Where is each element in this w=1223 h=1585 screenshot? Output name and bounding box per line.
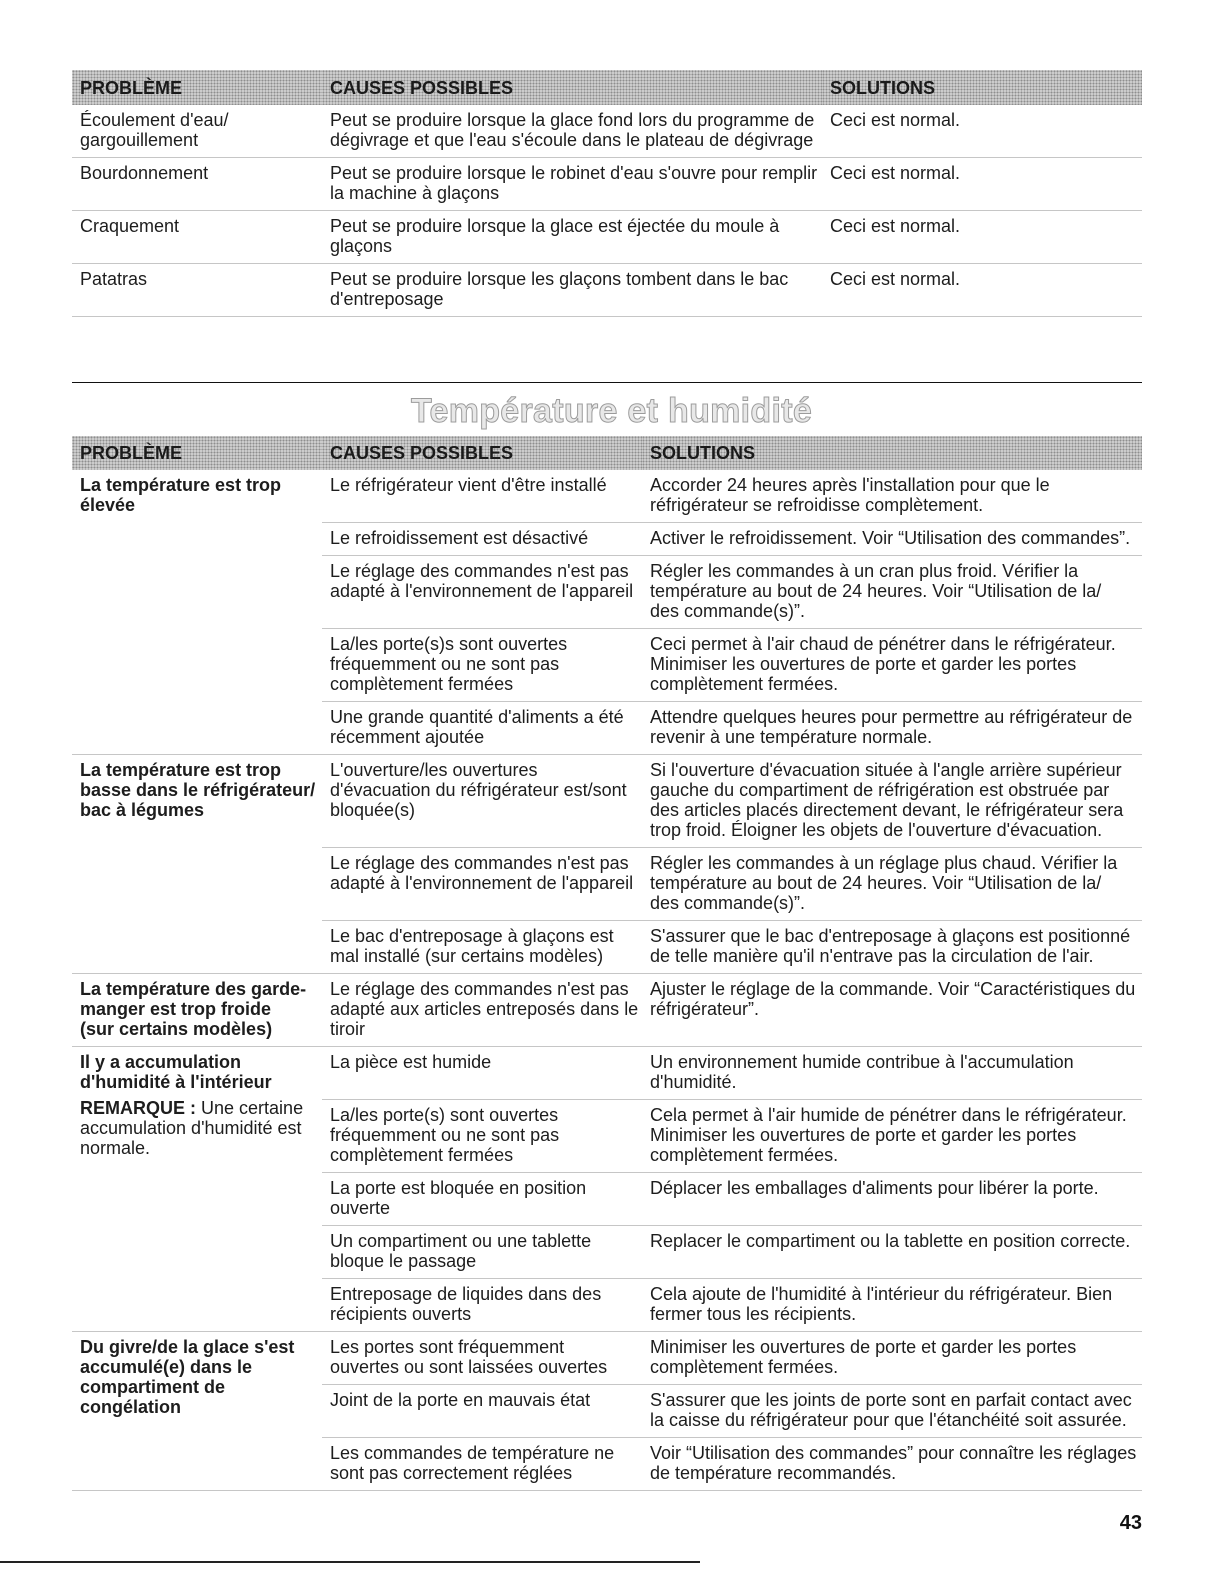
problem-cell — [72, 1047, 322, 1332]
solution-cell: Ceci est normal. — [822, 158, 1142, 211]
noise-troubleshooting-table — [72, 70, 1142, 317]
problem-cell — [72, 1332, 322, 1491]
solution-cell: Replacer le compartiment ou la tablette en position correcte. — [642, 1226, 1142, 1279]
cause-cell: Peut se produire lorsque la glace fond lors du programme de dégivrage et que l'eau s'écoule dans le plateau de dégivrage — [322, 105, 822, 158]
cause-cell: Le réglage des commandes n'est pas adapté aux articles entreposés dans le tiroir — [322, 974, 642, 1047]
note-label: REMARQUE : — [80, 1098, 196, 1118]
header-causes: CAUSES POSSIBLES — [322, 70, 822, 105]
page-number: 43 — [1119, 1512, 1142, 1534]
cause-cell: Le réglage des commandes n'est pas adapté à l'environnement de l'appareil — [322, 556, 642, 629]
temperature-humidity-table — [72, 436, 1142, 1491]
problem-note — [80, 1098, 322, 1158]
table-row — [72, 755, 1142, 848]
table-row — [72, 1047, 1142, 1100]
cause-cell: Le refroidissement est désactivé — [322, 523, 642, 556]
cause-cell: La pièce est humide — [322, 1047, 642, 1100]
cause-cell: Les portes sont fréquemment ouvertes ou sont laissées ouvertes — [322, 1332, 642, 1385]
cause-cell: La/les porte(s) sont ouvertes fréquemment ou ne sont pas complètement fermées — [322, 1100, 642, 1173]
solution-cell: S'assurer que les joints de porte sont en parfait contact avec la caisse du réfrigérateur pour que l'étanchéité soit assurée. — [642, 1385, 1142, 1438]
problem-cell — [72, 470, 322, 755]
solution-cell: Cela permet à l'air humide de pénétrer dans le réfrigérateur. Minimiser les ouvertures de porte et garder les portes complètement fermées. — [642, 1100, 1142, 1173]
cause-cell: Un compartiment ou une tablette bloque le passage — [322, 1226, 642, 1279]
header-solutions: SOLUTIONS — [822, 70, 1142, 105]
header-row — [72, 436, 1142, 470]
solution-cell: Régler les commandes à un réglage plus chaud. Vérifier la température au bout de 24 heures. Voir “Utilisation de la/ des commande(s)”. — [642, 848, 1142, 921]
solution-cell: Ceci permet à l'air chaud de pénétrer dans le réfrigérateur. Minimiser les ouvertures de porte et garder les portes complètement fermées. — [642, 629, 1142, 702]
solution-cell: Attendre quelques heures pour permettre au réfrigérateur de revenir à une température normale. — [642, 702, 1142, 755]
table-row — [72, 470, 1142, 523]
solution-cell: S'assurer que le bac d'entreposage à glaçons est positionné de telle manière qu'il n'entrave pas la circulation de l'air. — [642, 921, 1142, 974]
solution-cell: Ajuster le réglage de la commande. Voir “Caractéristiques du réfrigérateur”. — [642, 974, 1142, 1047]
cause-cell: Le bac d'entreposage à glaçons est mal installé (sur certains modèles) — [322, 921, 642, 974]
note-text: Une certaine accumulation d'humidité est normale. — [80, 1098, 304, 1158]
solution-cell: Minimiser les ouvertures de porte et garder les portes complètement fermées. — [642, 1332, 1142, 1385]
cause-cell: Une grande quantité d'aliments a été récemment ajoutée — [322, 702, 642, 755]
header-row — [72, 70, 1142, 105]
section-title: Température et humidité — [410, 392, 813, 430]
cause-cell: Peut se produire lorsque les glaçons tombent dans le bac d'entreposage — [322, 264, 822, 317]
solution-cell: Cela ajoute de l'humidité à l'intérieur du réfrigérateur. Bien fermer tous les récipients. — [642, 1279, 1142, 1332]
solution-cell: Régler les commandes à un cran plus froid. Vérifier la température au bout de 24 heures. Voir “Utilisation de la/ des commande(s)”. — [642, 556, 1142, 629]
problem-title: La température des garde- manger est trop froide (sur certains modèles) — [80, 979, 307, 1039]
problem-cell — [72, 755, 322, 974]
problem-title: La température est trop élevée — [80, 475, 282, 515]
cause-cell: Peut se produire lorsque le robinet d'eau s'ouvre pour remplir la machine à glaçons — [322, 158, 822, 211]
problem-cell: Bourdonnement — [72, 158, 322, 211]
solution-cell: Accorder 24 heures après l'installation pour que le réfrigérateur se refroidisse complètement. — [642, 470, 1142, 523]
table-row — [72, 211, 1142, 264]
cause-cell: La porte est bloquée en position ouverte — [322, 1173, 642, 1226]
table-header — [72, 70, 1142, 105]
solution-cell: Un environnement humide contribue à l'accumulation d'humidité. — [642, 1047, 1142, 1100]
section-divider — [72, 382, 1142, 383]
header-problem: PROBLÈME — [72, 70, 322, 105]
header-solutions: SOLUTIONS — [642, 436, 1142, 470]
problem-title: La température est trop basse dans le réfrigérateur/ bac à légumes — [80, 760, 316, 820]
header-problem: PROBLÈME — [72, 436, 322, 470]
cause-cell: Joint de la porte en mauvais état — [322, 1385, 642, 1438]
solution-cell: Ceci est normal. — [822, 211, 1142, 264]
header-causes: CAUSES POSSIBLES — [322, 436, 642, 470]
scan-edge-line — [0, 1561, 700, 1563]
solution-cell: Voir “Utilisation des commandes” pour connaître les réglages de température recommandés. — [642, 1438, 1142, 1491]
solution-cell: Déplacer les emballages d'aliments pour libérer la porte. — [642, 1173, 1142, 1226]
solution-cell: Ceci est normal. — [822, 105, 1142, 158]
cause-cell: La/les porte(s)s sont ouvertes fréquemment ou ne sont pas complètement fermées — [322, 629, 642, 702]
solution-cell: Activer le refroidissement. Voir “Utilisation des commandes”. — [642, 523, 1142, 556]
problem-cell: Écoulement d'eau/ gargouillement — [72, 105, 322, 158]
problem-title: Il y a accumulation d'humidité à l'intérieur — [80, 1052, 272, 1092]
cause-cell: Le réfrigérateur vient d'être installé — [322, 470, 642, 523]
solution-cell: Ceci est normal. — [822, 264, 1142, 317]
problem-title: Du givre/de la glace s'est accumulé(e) dans le compartiment de congélation — [80, 1337, 295, 1417]
cause-cell: Entreposage de liquides dans des récipients ouverts — [322, 1279, 642, 1332]
table-row — [72, 974, 1142, 1047]
table-row — [72, 1332, 1142, 1385]
problem-cell — [72, 974, 322, 1047]
cause-cell: Peut se produire lorsque la glace est éjectée du moule à glaçons — [322, 211, 822, 264]
solution-cell: Si l'ouverture d'évacuation située à l'angle arrière supérieur gauche du compartiment de réfrigération est obstruée par des articles placés directement devant, le réfrigérateur sera trop froid. Éloigner les objets de l'ouverture d'évacuation. — [642, 755, 1142, 848]
table-row — [72, 158, 1142, 211]
table-body — [72, 105, 1142, 317]
problem-cell: Patatras — [72, 264, 322, 317]
cause-cell: Les commandes de température ne sont pas correctement réglées — [322, 1438, 642, 1491]
cause-cell: Le réglage des commandes n'est pas adapté à l'environnement de l'appareil — [322, 848, 642, 921]
problem-cell: Craquement — [72, 211, 322, 264]
table-row — [72, 105, 1142, 158]
table-row — [72, 264, 1142, 317]
table-header — [72, 436, 1142, 470]
table-body — [72, 470, 1142, 1491]
cause-cell: L'ouverture/les ouvertures d'évacuation du réfrigérateur est/sont bloquée(s) — [322, 755, 642, 848]
